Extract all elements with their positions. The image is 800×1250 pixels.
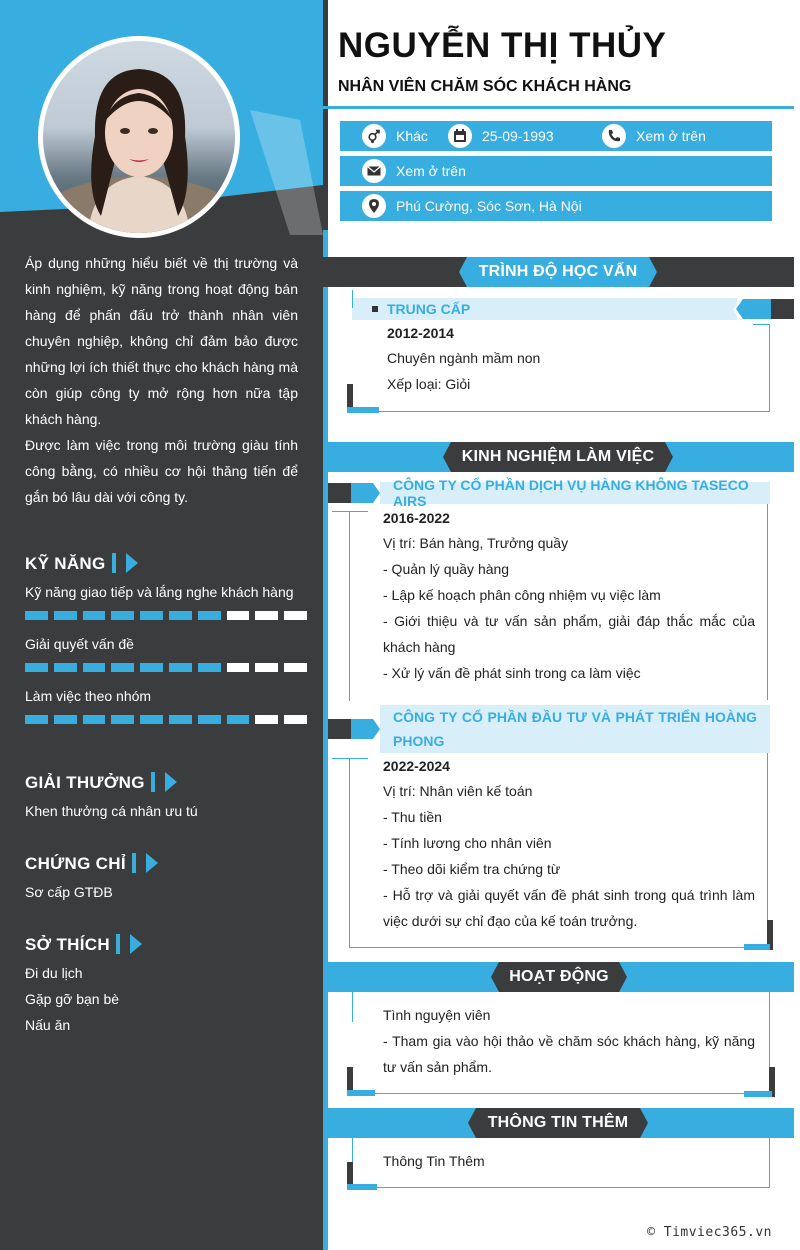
skill-level-bar	[25, 611, 310, 620]
contact-row	[340, 121, 772, 151]
job-frame-line	[349, 947, 768, 948]
education-section-header	[323, 257, 794, 287]
arrow-icon	[126, 553, 138, 573]
experience-section-header	[323, 442, 794, 472]
skill-name: Làm việc theo nhóm	[25, 688, 152, 704]
job-line: - Thu tiền	[383, 809, 442, 825]
arrow-icon	[165, 772, 177, 792]
birthday-value: 25-09-1993	[482, 128, 554, 144]
candidate-name: NGUYỄN THỊ THỦY	[338, 26, 667, 65]
birthday-field	[448, 121, 554, 151]
company-name: CÔNG TY CỔ PHẦN DỊCH VỤ HÀNG KHÔNG TASECO AIRS	[393, 477, 749, 509]
job-frame-line	[332, 758, 368, 759]
skills-heading	[25, 553, 138, 574]
skill-segment	[83, 715, 106, 724]
job-frame-line	[349, 511, 350, 701]
job-entry-tab	[328, 718, 380, 742]
job-frame-line	[349, 758, 350, 948]
frame-corner	[347, 1162, 353, 1186]
candidate-position: NHÂN VIÊN CHĂM SÓC KHÁCH HÀNG	[338, 78, 632, 95]
job-line: Vị trí: Bán hàng, Trưởng quầy	[383, 535, 569, 551]
skill-segment	[111, 611, 134, 620]
activity-line: - Tham gia vào hội thảo về chăm sóc khách hàng, kỹ năng tư vấn sản phẩm.	[383, 1033, 755, 1075]
arrow-icon	[146, 853, 158, 873]
job-frame-line	[767, 753, 768, 948]
skill-segment	[140, 663, 163, 672]
skill-segment	[198, 663, 221, 672]
frame-corner	[347, 1090, 375, 1096]
frame-corner	[347, 407, 379, 413]
hobby-item: Nấu ăn	[25, 1017, 71, 1033]
contact-row	[340, 156, 772, 186]
certificate-item: Sơ cấp GTĐB	[25, 884, 113, 900]
job-period: 2016-2022	[383, 510, 450, 526]
job-line: - Xử lý vấn đề phát sinh trong ca làm việc	[383, 665, 641, 681]
person-portrait-icon	[43, 41, 235, 233]
profile-photo	[43, 41, 235, 233]
frame-corner	[347, 1184, 377, 1190]
education-frame-line	[352, 411, 770, 412]
location-pin-icon	[362, 194, 386, 218]
section-tag	[468, 1108, 648, 1138]
hobby-item: Gặp gỡ bạn bè	[25, 991, 120, 1007]
arrow-icon	[112, 553, 116, 573]
awards-heading-text: GIẢI THƯỞNG	[25, 773, 145, 792]
job-entry-bar	[380, 705, 770, 753]
skill-segment	[169, 715, 192, 724]
additional-frame-line	[352, 1187, 770, 1188]
job-line: - Lập kế hoạch phân công nhiệm vụ việc làm	[383, 587, 661, 603]
section-tag	[459, 257, 657, 287]
frame-corner	[744, 944, 770, 950]
job-period: 2022-2024	[383, 758, 450, 774]
objective-paragraph: Được làm việc trong môi trường giàu tính công bằng, có nhiều cơ hội thăng tiến để gắn bó lâu dài với công ty.	[25, 437, 298, 505]
contact-row	[340, 191, 772, 221]
phone-field	[602, 121, 706, 151]
gender-field	[362, 121, 428, 151]
education-grade: Xếp loại: Giỏi	[387, 376, 471, 392]
job-line: - Giới thiệu và tư vấn sản phẩm, giải đáp thắc mắc của khách hàng	[383, 613, 755, 655]
skill-level-bar	[25, 663, 310, 672]
skill-segment	[227, 715, 250, 724]
calendar-icon	[448, 124, 472, 148]
skill-segment	[227, 611, 250, 620]
phone-value: Xem ở trên	[636, 128, 706, 144]
activities-frame-line	[352, 992, 353, 1022]
activities-frame-line	[352, 1093, 770, 1094]
gender-icon	[362, 124, 386, 148]
additional-heading: THÔNG TIN THÊM	[487, 1114, 629, 1131]
frame-corner	[347, 384, 353, 408]
skill-segment	[111, 663, 134, 672]
hobby-list	[25, 960, 119, 1038]
skills-heading-text: KỸ NĂNG	[25, 554, 106, 573]
skill-segment	[83, 611, 106, 620]
skill-segment	[25, 663, 48, 672]
skill-segment	[140, 611, 163, 620]
job-frame-line	[332, 511, 368, 512]
job-line: - Tính lương cho nhân viên	[383, 835, 552, 851]
skill-segment	[284, 611, 307, 620]
education-frame-line	[753, 324, 770, 325]
education-entry-bar	[352, 298, 737, 320]
skill-segment	[198, 611, 221, 620]
skill-segment	[25, 715, 48, 724]
hobby-item: Đi du lịch	[25, 965, 83, 981]
email-field	[362, 156, 466, 186]
education-frame-line	[769, 324, 770, 412]
arrow-icon	[130, 934, 142, 954]
skill-segment	[54, 715, 77, 724]
skill-segment	[284, 663, 307, 672]
job-line: Vị trí: Nhân viên kế toán	[383, 783, 533, 799]
arrow-icon	[116, 934, 120, 954]
bullet-icon	[372, 306, 378, 312]
address-field	[362, 191, 582, 221]
skill-segment	[198, 715, 221, 724]
phone-icon	[602, 124, 626, 148]
objective-paragraph: Áp dụng những hiểu biết về thị trường và kinh nghiệm, kỹ năng trong hoạt động bán hàng để phấn đấu trở thành nhân viên chuyên nghiệp, không chỉ đảm bảo được những lợi ích thiết thực cho khách hàng mà còn giúp công ty mở rộng hơn nữa tập khách hàng.	[25, 255, 298, 427]
education-period: 2012-2014	[387, 325, 454, 341]
additional-text: Thông Tin Thêm	[383, 1153, 485, 1169]
activity-line: Tình nguyện viên	[383, 1007, 491, 1023]
skill-segment	[54, 663, 77, 672]
school-name: TRUNG CẤP	[387, 301, 471, 317]
skill-segment	[54, 611, 77, 620]
title-divider	[323, 106, 794, 109]
skill-name: Giải quyết vấn đề	[25, 636, 134, 652]
additional-frame-line	[769, 1138, 770, 1188]
skill-segment	[255, 715, 278, 724]
certificates-heading-text: CHỨNG CHỈ	[25, 854, 126, 873]
arrow-icon	[151, 772, 155, 792]
mail-icon	[362, 159, 386, 183]
activities-heading: HOẠT ĐỘNG	[509, 968, 609, 985]
skill-segment	[25, 611, 48, 620]
section-tag	[491, 962, 627, 992]
award-item: Khen thưởng cá nhân ưu tú	[25, 803, 198, 819]
education-heading: TRÌNH ĐỘ HỌC VẤN	[478, 263, 638, 280]
skill-segment	[227, 663, 250, 672]
gender-value: Khác	[396, 128, 428, 144]
job-entry-tab	[328, 482, 380, 506]
skill-segment	[255, 663, 278, 672]
skill-segment	[83, 663, 106, 672]
skill-segment	[111, 715, 134, 724]
hobbies-heading	[25, 934, 142, 955]
job-line: - Hỗ trợ và giải quyết vấn đề phát sinh trong quá trình làm việc dưới sự chỉ đạo của kế toán trưởng.	[383, 887, 755, 929]
certificates-heading	[25, 853, 158, 874]
footer-watermark: © Timviec365.vn	[647, 1225, 772, 1240]
job-line: - Quản lý quầy hàng	[383, 561, 510, 577]
avatar	[38, 36, 240, 238]
sidebar	[0, 0, 328, 1250]
education-major: Chuyên ngành mầm non	[387, 350, 541, 366]
company-name: CÔNG TY CỔ PHẦN ĐẦU TƯ VÀ PHÁT TRIỂN HOÀNG PHONG	[393, 709, 757, 749]
job-line: - Theo dõi kiểm tra chứng từ	[383, 861, 561, 877]
skill-segment	[169, 611, 192, 620]
skill-name: Kỹ năng giao tiếp và lắng nghe khách hàng	[25, 584, 294, 600]
education-entry-tab	[733, 298, 794, 322]
arrow-icon	[132, 853, 136, 873]
hobbies-heading-text: SỞ THÍCH	[25, 935, 110, 954]
skill-level-bar	[25, 715, 310, 724]
job-entry-bar	[380, 477, 770, 509]
experience-heading: KINH NGHIỆM LÀM VIỆC	[461, 448, 655, 465]
address-value: Phú Cường, Sóc Sơn, Hà Nội	[396, 198, 582, 214]
skill-segment	[284, 715, 307, 724]
email-value: Xem ở trên	[396, 163, 466, 179]
frame-corner	[744, 1091, 772, 1097]
section-tag	[443, 442, 673, 472]
skill-segment	[140, 715, 163, 724]
activities-section-header	[323, 962, 794, 992]
awards-heading	[25, 772, 177, 793]
career-objective	[25, 250, 298, 510]
additional-section-header	[323, 1108, 794, 1138]
skill-segment	[255, 611, 278, 620]
education-frame-line	[352, 290, 353, 308]
skill-segment	[169, 663, 192, 672]
job-frame-line	[767, 504, 768, 700]
